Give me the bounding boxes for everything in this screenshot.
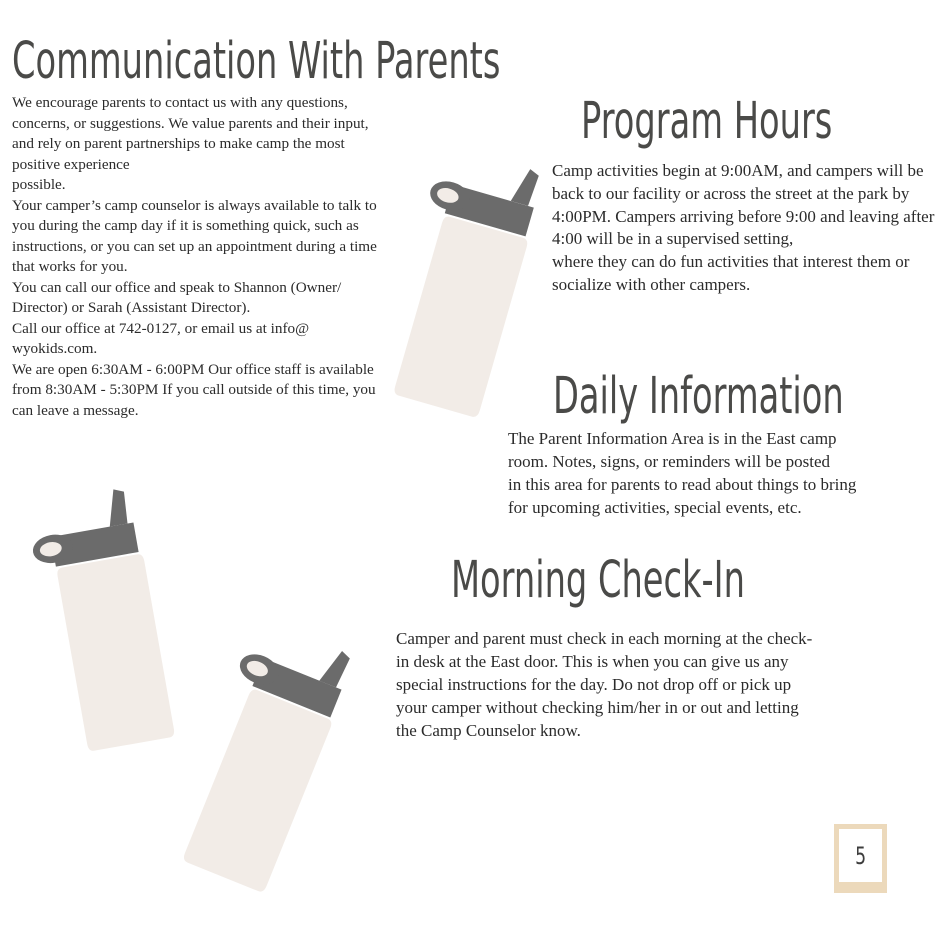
communication-paragraph: possible. bbox=[12, 176, 66, 193]
morning-checkin-title: Morning Check-In bbox=[451, 551, 745, 610]
program-hours-paragraph: where they can do fun activities that interest them or socialize with other campers. bbox=[552, 252, 910, 294]
program-hours-paragraph: Camp activities begin at 9:00AM, and campers will be back to our facility or across the street at the park by 4:00PM. Campers arriving before 9:00 and leaving after 4:00 will be in a supervised setting, bbox=[552, 161, 935, 249]
page-number-badge bbox=[834, 824, 887, 893]
program-hours-text bbox=[552, 160, 937, 297]
water-bottle-icon bbox=[170, 610, 370, 910]
daily-information-title: Daily Information bbox=[553, 367, 844, 426]
communication-title: Communication With Parents bbox=[12, 32, 501, 91]
communication-paragraph: We encourage parents to contact us with any questions, concerns, or suggestions. We value parents and their input, and rely on parent partnerships to make camp the most positive experience bbox=[12, 94, 369, 173]
communication-paragraph: Your camper’s camp counselor is always available to talk to you during the camp day if it is something quick, such as instructions, or you can set up an appointment during a time that works for you. bbox=[12, 196, 377, 275]
communication-text bbox=[12, 93, 392, 421]
communication-paragraph: You can call our office and speak to Shannon (Owner/ Director) or Sarah (Assistant Director). bbox=[12, 278, 342, 316]
communication-paragraph: Call our office at 742-0127, or email us at info@ wyokids.com. bbox=[12, 319, 310, 357]
morning-checkin-text: Camper and parent must check in each morning at the check- in desk at the East door. This is when you can give us any special instructions for the day. Do not drop off or pick up your camper without checking him/her in or out and letting the Camp Counselor know. bbox=[396, 629, 813, 740]
communication-paragraph: We are open 6:30AM - 6:00PM Our office staff is available from 8:30AM - 5:30PM If you call outside of this time, you can leave a message. bbox=[12, 360, 376, 419]
page-number: 5 bbox=[854, 841, 867, 870]
daily-information-text: The Parent Information Area is in the East camp room. Notes, signs, or reminders will be posted in this area for parents to read about things to bring for upcoming activities, special events, etc. bbox=[508, 429, 857, 517]
water-bottle-icon bbox=[380, 140, 560, 430]
program-hours-title: Program Hours bbox=[581, 92, 833, 151]
